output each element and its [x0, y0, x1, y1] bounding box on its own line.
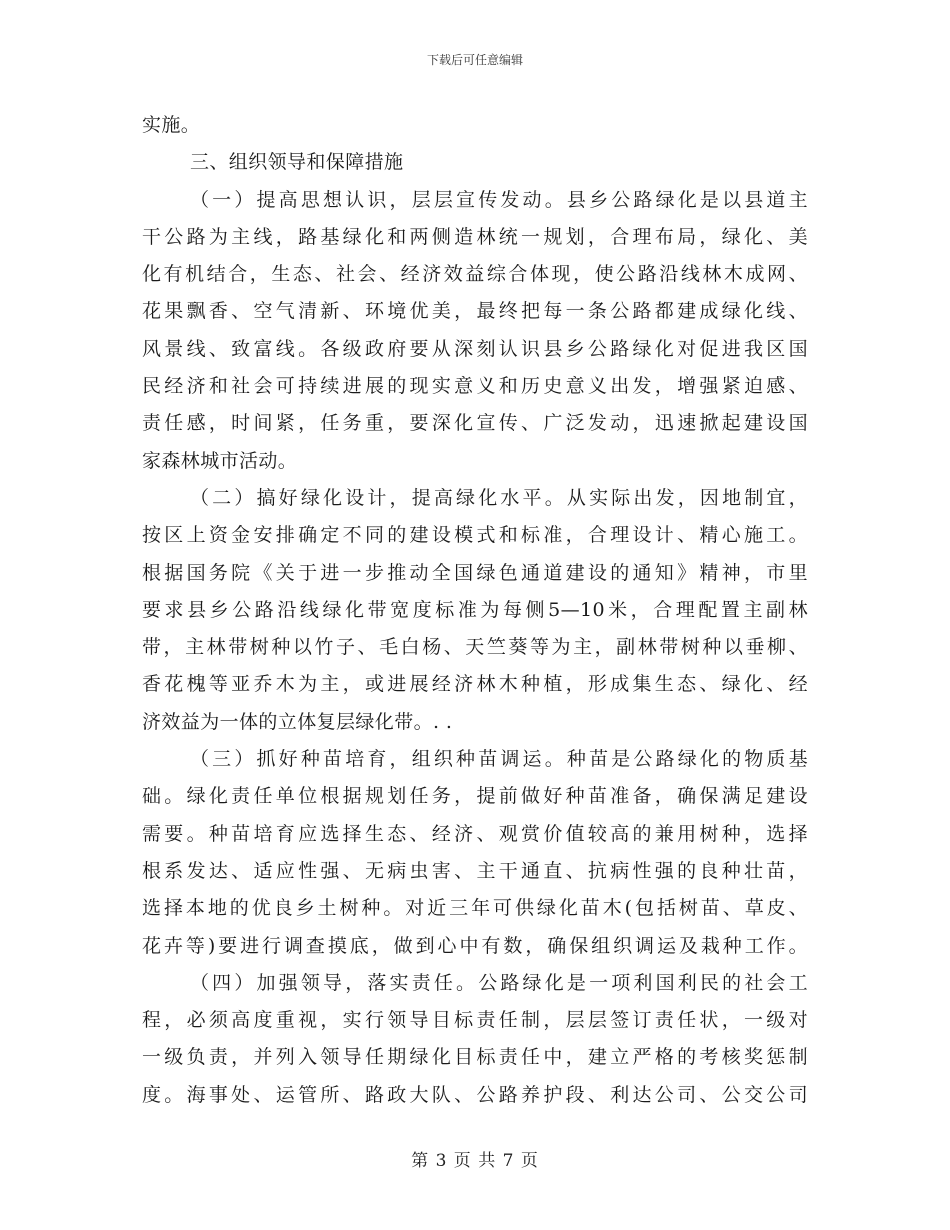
body-line: （二）搞好绿化设计，提高绿化水平。从实际出发，因地制宜， [190, 486, 808, 509]
body-line: 根据国务院《关于进一步推动全国绿色通道建设的通知》精神，市里 [142, 561, 808, 584]
body-line: 花果飘香、空气清新、环境优美，最终把每一条公路都建成绿化线、 [142, 300, 808, 323]
body-line: （三）抓好种苗培育，组织种苗调运。种苗是公路绿化的物质基 [190, 748, 808, 771]
body-line: 家森林城市活动。 [142, 449, 298, 472]
body-line: 一级负责，并列入领导任期绿化目标责任中，建立严格的考核奖惩制 [142, 1046, 808, 1069]
body-line: 民经济和社会可持续进展的现实意义和历史意义出发，增强紧迫感、 [142, 375, 808, 398]
page-number: 第 3 页 共 7 页 [411, 1151, 539, 1171]
section-heading: 三、组织领导和保障措施 [190, 151, 404, 174]
body-line: 香花槐等亚乔木为主，或进展经济林木种植，形成集生态、绿化、经 [142, 673, 808, 696]
document-body [142, 107, 808, 1114]
body-line: 度。海事处、运管所、路政大队、公路养护段、利达公司、公交公司 [142, 1083, 808, 1106]
body-line: 责任感，时间紧，任务重，要深化宣传、广泛发动，迅速掀起建设国 [142, 412, 808, 435]
body-line: 带，主林带树种以竹子、毛白杨、天竺葵等为主，副林带树种以垂柳、 [142, 636, 808, 659]
body-line: 花卉等)要进行调查摸底，做到心中有数，确保组织调运及栽种工作。 [142, 934, 808, 957]
body-line: 按区上资金安排确定不同的建设模式和标准，合理设计、精心施工。 [142, 524, 808, 547]
body-line: 程，必须高度重视，实行领导目标责任制，层层签订责任状，一级对 [142, 1009, 808, 1032]
body-line: 实施。 [142, 114, 201, 136]
body-line: 风景线、致富线。各级政府要从深刻认识县乡公路绿化对促进我区国 [142, 337, 808, 360]
body-line: 础。绿化责任单位根据规划任务，提前做好种苗准备，确保满足建设 [142, 785, 808, 808]
body-line: 选择本地的优良乡土树种。对近三年可供绿化苗木(包括树苗、草皮、 [142, 897, 808, 920]
body-line: （一）提高思想认识，层层宣传发动。县乡公路绿化是以县道主 [190, 188, 808, 211]
page-header-note: 下载后可任意编辑 [426, 53, 523, 67]
body-line: 化有机结合，生态、社会、经济效益综合体现，使公路沿线林木成网、 [142, 263, 808, 286]
body-line: 济效益为一体的立体复层绿化带。. . [142, 710, 453, 733]
body-line: 根系发达、适应性强、无病虫害、主干通直、抗病性强的良种壮苗， [142, 859, 808, 882]
body-line: 干公路为主线，路基绿化和两侧造林统一规划，合理布局，绿化、美 [142, 225, 808, 248]
body-line: （四）加强领导，落实责任。公路绿化是一项利国利民的社会工 [190, 971, 808, 994]
body-line: 要求县乡公路沿线绿化带宽度标准为每侧5—10米，合理配置主副林 [142, 598, 808, 621]
body-line: 需要。种苗培育应选择生态、经济、观赏价值较高的兼用树种，选择 [142, 822, 808, 845]
